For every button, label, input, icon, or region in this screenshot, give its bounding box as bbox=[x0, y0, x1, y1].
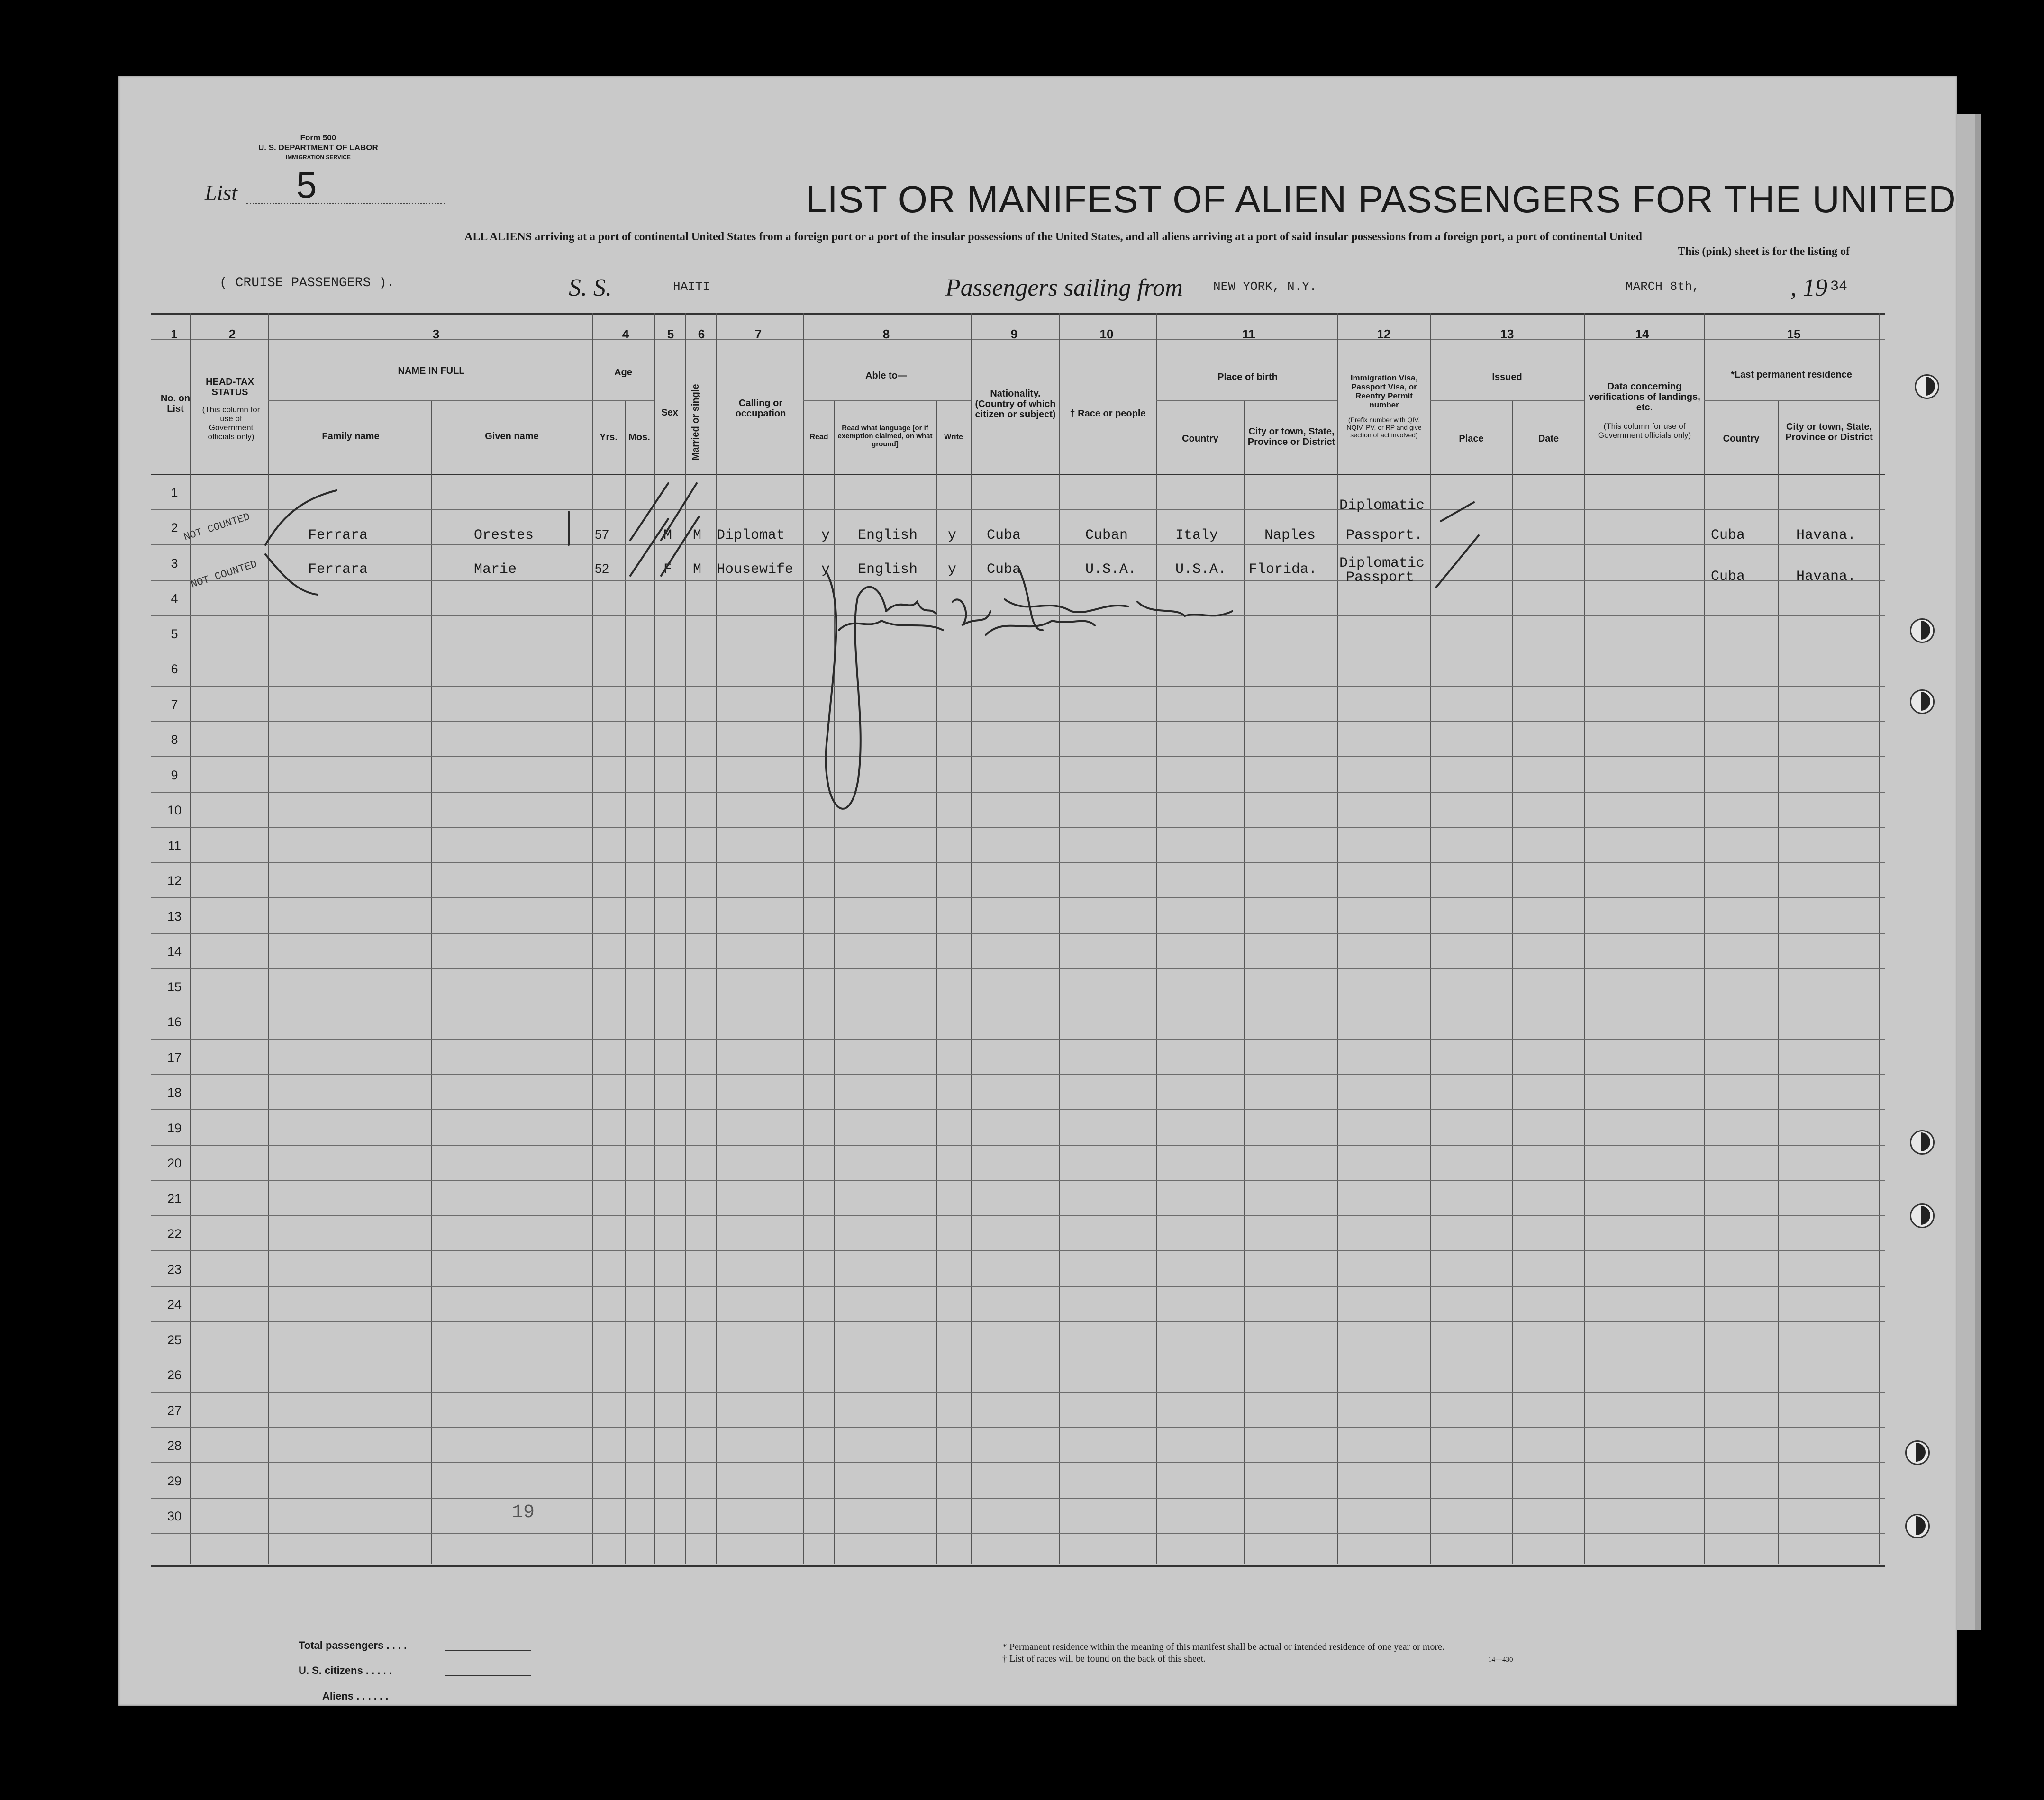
can-read: y bbox=[821, 561, 830, 578]
citizens-line bbox=[445, 1675, 531, 1676]
col-res-city: City or town, State, Province or District bbox=[1785, 422, 1873, 443]
birth-city: Naples bbox=[1264, 527, 1316, 543]
race: U.S.A. bbox=[1085, 561, 1137, 578]
married-status: M bbox=[693, 561, 702, 578]
form-code: 14—430 bbox=[1488, 1656, 1513, 1664]
row-number: 12 bbox=[167, 874, 182, 888]
head-tax-stamp: NOT COUNTED bbox=[189, 558, 259, 591]
col-num-9: 9 bbox=[1010, 327, 1018, 341]
col-place-of-birth: Place of birth bbox=[1217, 372, 1278, 382]
binder-hole bbox=[1905, 1514, 1930, 1538]
can-write: y bbox=[948, 561, 957, 578]
binder-hole bbox=[1910, 618, 1935, 643]
col-race: † Race or people bbox=[1070, 408, 1146, 419]
col-num-7: 7 bbox=[754, 327, 762, 341]
col-num-1: 1 bbox=[171, 327, 178, 341]
col-verification: Data concerning verifications of landings, etc. bbox=[1589, 381, 1700, 413]
manifest-title: LIST OR MANIFEST OF ALIEN PASSENGERS FOR THE UNITED bbox=[806, 178, 1956, 220]
col-read: Read bbox=[809, 433, 828, 441]
row-number: 8 bbox=[171, 733, 178, 747]
aliens-label: Aliens . . . . . . bbox=[322, 1690, 389, 1702]
col-family-name: Family name bbox=[322, 431, 380, 442]
row-number: 28 bbox=[167, 1438, 182, 1453]
col-num-2: 2 bbox=[228, 327, 236, 341]
ship-name: HAITI bbox=[673, 280, 710, 294]
col-no-on-list: No. on List bbox=[160, 393, 191, 414]
manifest-subtitle-2: This (pink) sheet is for the listing of bbox=[1678, 245, 1850, 258]
form-number: Form 500 bbox=[300, 133, 336, 142]
col-read-language: Read what language [or if exemption claimed, on what ground] bbox=[837, 424, 933, 448]
row-number: 7 bbox=[171, 697, 178, 712]
row-number: 3 bbox=[171, 556, 178, 570]
occupation: Housewife bbox=[717, 561, 794, 578]
footnote-residence: * Permanent residence within the meaning of this manifest shall be actual or intended residence of one year or more. bbox=[1002, 1642, 1445, 1652]
col-head-tax-note: (This column for use of Government officials only) bbox=[202, 405, 260, 441]
col-yrs: Yrs. bbox=[600, 432, 618, 443]
given-name: Orestes bbox=[474, 527, 534, 543]
language: English bbox=[858, 561, 918, 578]
footnote-races: † List of races will be found on the back of this sheet. bbox=[1002, 1654, 1206, 1664]
col-num-12: 12 bbox=[1377, 327, 1391, 341]
col-age: Age bbox=[614, 367, 632, 378]
service-name: IMMIGRATION SERVICE bbox=[285, 154, 351, 161]
binder-hole bbox=[1915, 374, 1939, 399]
col-write: Write bbox=[944, 433, 963, 441]
ss-label: S. S. bbox=[569, 274, 612, 301]
col-visa: Immigration Visa, Passport Visa, or Reentry Permit number bbox=[1350, 373, 1418, 409]
year-prefix: , 19 bbox=[1790, 274, 1827, 301]
department-name: U. S. DEPARTMENT OF LABOR bbox=[258, 143, 378, 152]
visa-line-1: Diplomatic bbox=[1339, 497, 1425, 514]
row-number: 6 bbox=[171, 662, 178, 676]
row-number: 16 bbox=[167, 1015, 182, 1029]
sailing-from: NEW YORK, N.Y. bbox=[1213, 280, 1317, 294]
col-num-11: 11 bbox=[1242, 327, 1255, 341]
family-name: Ferrara bbox=[308, 561, 368, 578]
col-birth-country: Country bbox=[1182, 434, 1218, 444]
manifest-subtitle: ALL ALIENS arriving at a port of continental United States from a foreign port or a port of the insular possessions of the United States, and all aliens arriving at a port of said insular possessions from a foreign port, a port of continental United bbox=[464, 231, 1642, 243]
col-num-4: 4 bbox=[622, 327, 629, 341]
nationality: Cuba bbox=[987, 561, 1021, 578]
col-married: Married or single bbox=[690, 384, 701, 461]
binder-hole bbox=[1910, 689, 1935, 714]
sailing-label: Passengers sailing from bbox=[945, 274, 1183, 301]
list-number: 5 bbox=[296, 164, 317, 206]
col-sex: Sex bbox=[661, 407, 678, 418]
sex: F bbox=[663, 561, 672, 578]
row-number: 23 bbox=[167, 1262, 182, 1276]
col-name-in-full: NAME IN FULL bbox=[398, 366, 465, 376]
can-read: y bbox=[821, 527, 830, 543]
row-number: 24 bbox=[167, 1297, 182, 1312]
can-write: y bbox=[948, 527, 957, 543]
race: Cuban bbox=[1085, 527, 1128, 543]
residence-city: Havana. bbox=[1796, 569, 1856, 585]
stamp-number: 19 bbox=[512, 1502, 535, 1523]
col-num-13: 13 bbox=[1500, 327, 1514, 341]
family-name: Ferrara bbox=[308, 527, 368, 543]
head-tax-stamp: NOT COUNTED bbox=[182, 511, 252, 543]
row-number: 19 bbox=[167, 1121, 182, 1135]
col-able-to: Able to— bbox=[865, 371, 907, 381]
binder-hole bbox=[1910, 1130, 1935, 1155]
row-number: 11 bbox=[167, 838, 182, 853]
col-issued: Issued bbox=[1492, 372, 1522, 382]
row-number: 20 bbox=[167, 1156, 182, 1170]
birth-country: U.S.A. bbox=[1175, 561, 1227, 578]
visa-line-2: Passport bbox=[1346, 570, 1415, 586]
total-line bbox=[445, 1650, 531, 1651]
col-num-10: 10 bbox=[1099, 327, 1114, 341]
sailing-date: MARCH 8th, bbox=[1626, 280, 1700, 294]
year-suffix: 34 bbox=[1830, 279, 1848, 295]
residence-country: Cuba bbox=[1711, 569, 1745, 585]
binder-hole bbox=[1905, 1440, 1930, 1465]
row-number: 27 bbox=[167, 1403, 182, 1418]
col-num-8: 8 bbox=[882, 327, 890, 341]
row-number: 22 bbox=[167, 1227, 182, 1241]
age-years: 57 bbox=[595, 527, 609, 542]
col-num-14: 14 bbox=[1635, 327, 1649, 341]
row-number: 18 bbox=[167, 1085, 182, 1100]
row-number: 14 bbox=[167, 944, 182, 959]
binder-hole bbox=[1910, 1203, 1935, 1228]
language: English bbox=[858, 527, 918, 543]
col-issued-place: Place bbox=[1459, 434, 1484, 444]
birth-country: Italy bbox=[1175, 527, 1218, 543]
married-status: M bbox=[693, 527, 702, 543]
row-number: 9 bbox=[171, 768, 178, 782]
row-number: 17 bbox=[167, 1050, 182, 1065]
row-number: 21 bbox=[167, 1191, 182, 1206]
row-number: 25 bbox=[167, 1332, 182, 1347]
row-number: 10 bbox=[167, 803, 182, 817]
row-number: 2 bbox=[171, 521, 178, 535]
col-num-15: 15 bbox=[1787, 327, 1801, 341]
col-issued-date: Date bbox=[1538, 434, 1559, 444]
row-number: 29 bbox=[167, 1474, 182, 1488]
total-passengers-label: Total passengers . . . . bbox=[299, 1639, 407, 1651]
residence-city: Havana. bbox=[1796, 527, 1856, 543]
col-visa-note: (Prefix number with QIV, NQIV, PV, or RP and give section of act involved) bbox=[1346, 416, 1422, 439]
col-num-3: 3 bbox=[432, 327, 440, 341]
col-birth-city: City or town, State, Province or District bbox=[1247, 426, 1335, 447]
col-nationality: Nationality. (Country of which citizen or subject) bbox=[975, 389, 1056, 420]
col-num-5: 5 bbox=[667, 327, 674, 341]
cruise-note: ( CRUISE PASSENGERS ). bbox=[219, 276, 395, 290]
age-years: 52 bbox=[595, 561, 609, 576]
row-number: 26 bbox=[167, 1368, 182, 1382]
col-last-residence: *Last permanent residence bbox=[1731, 370, 1852, 380]
row-number: 13 bbox=[167, 909, 182, 923]
col-mos: Mos. bbox=[628, 432, 650, 443]
col-verification-note: (This column for use of Government officials only) bbox=[1598, 422, 1691, 440]
row-number: 1 bbox=[171, 485, 178, 500]
occupation: Diplomat bbox=[717, 527, 785, 543]
visa-line-1: Diplomatic bbox=[1339, 555, 1425, 571]
nationality: Cuba bbox=[987, 527, 1021, 543]
row-number: 30 bbox=[167, 1509, 182, 1523]
birth-city: Florida. bbox=[1249, 561, 1317, 578]
row-number: 15 bbox=[167, 979, 182, 994]
col-calling: Calling or occupation bbox=[735, 398, 786, 419]
col-num-6: 6 bbox=[698, 327, 705, 341]
row-number: 4 bbox=[171, 591, 178, 606]
given-name: Marie bbox=[474, 561, 517, 578]
col-head-tax: HEAD-TAX STATUS bbox=[206, 377, 254, 398]
col-res-country: Country bbox=[1723, 434, 1760, 444]
sex: M bbox=[663, 527, 672, 543]
us-citizens-label: U. S. citizens . . . . . bbox=[299, 1664, 392, 1676]
col-given-name: Given name bbox=[485, 431, 539, 442]
residence-country: Cuba bbox=[1711, 527, 1745, 543]
list-label: List bbox=[205, 181, 238, 205]
visa-line-2: Passport. bbox=[1346, 527, 1423, 543]
row-number: 5 bbox=[171, 626, 178, 641]
